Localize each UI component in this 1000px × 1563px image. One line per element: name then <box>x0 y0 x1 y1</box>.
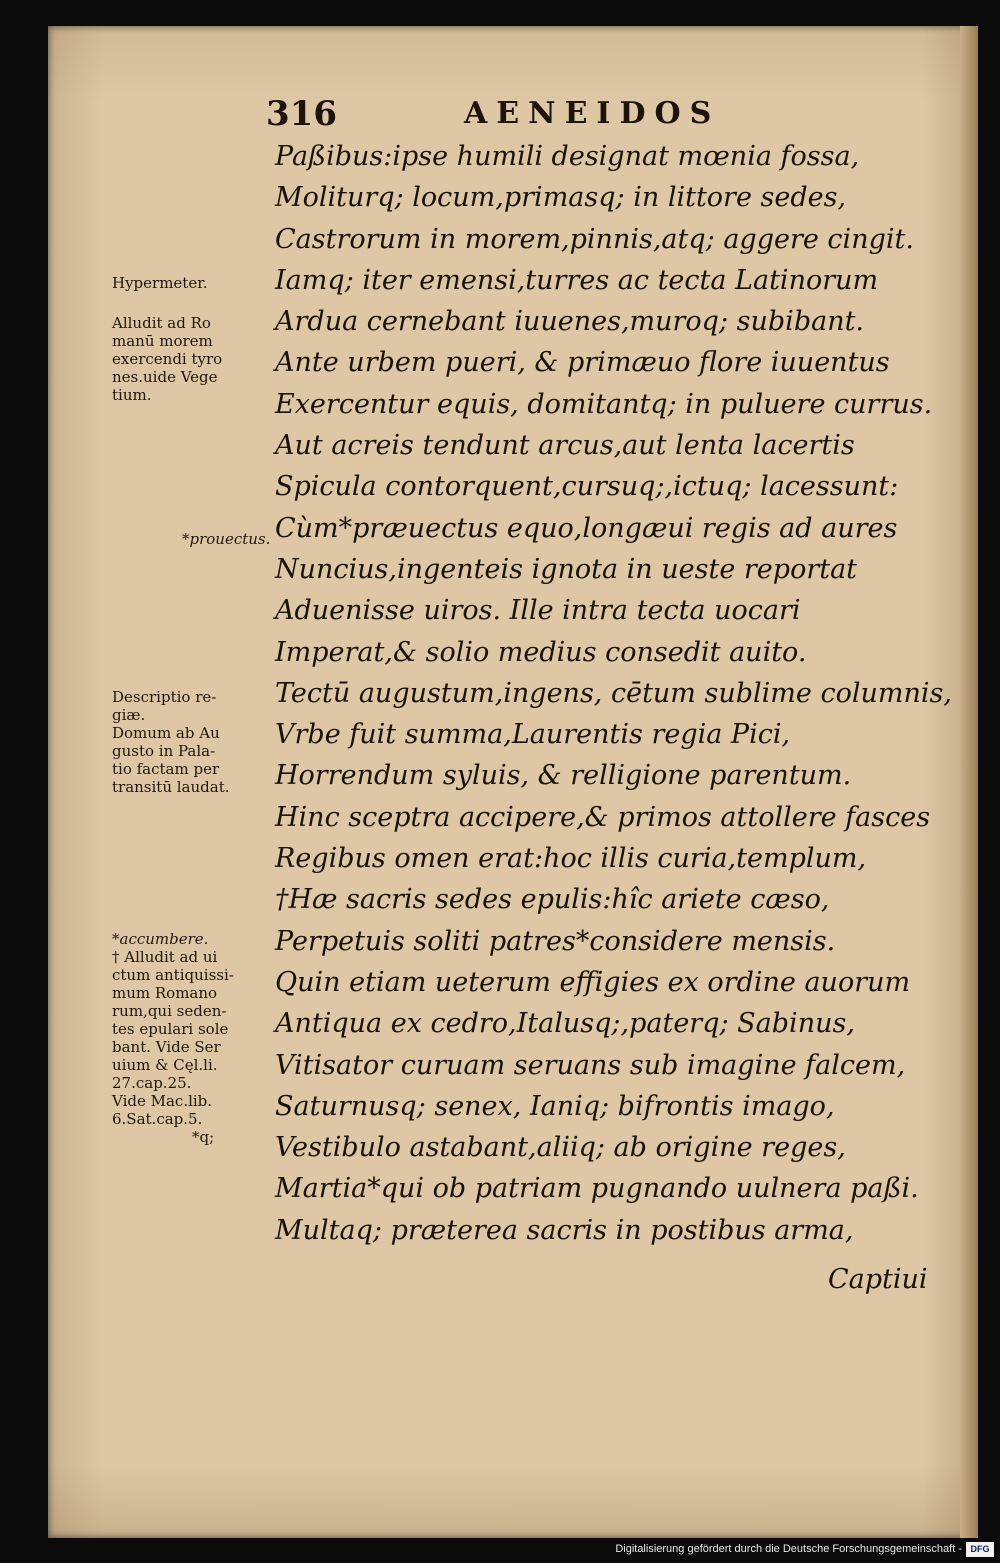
verse-line: Cùm*præuectus equo,longæui regis ad aures <box>275 512 898 544</box>
margin-note-line: tium. <box>112 386 152 404</box>
margin-note-line: gusto in Pala- <box>112 742 216 760</box>
footer-bar <box>0 1538 1000 1563</box>
verse-line: Vrbe fuit summa,Laurentis regia Pici, <box>275 719 791 751</box>
margin-note-line: Alludit ad Ro <box>112 314 211 332</box>
verse-line: Hinc sceptra accipere,& primos attollere fasces <box>275 801 931 833</box>
verse-line: Paßibus:ipse humili designat mœnia fossa, <box>275 141 860 172</box>
margin-note-line: exercendi tyro <box>112 350 223 368</box>
margin-note-alludit-romanum <box>112 314 272 404</box>
page-edge <box>960 26 978 1538</box>
page-number: 316 <box>266 94 337 134</box>
margin-note-line: mum Romano <box>112 984 218 1002</box>
margin-note-line: 27.cap.25. <box>112 1074 192 1092</box>
verse-line: Vitisator curuam seruans sub imagine falcem, <box>275 1049 906 1081</box>
margin-note-line: giæ. <box>112 706 146 724</box>
margin-note-line: 6.Sat.cap.5. <box>112 1110 203 1128</box>
running-title: AENEIDOS <box>464 96 721 131</box>
margin-note-line: Vide Mac.lib. <box>112 1092 213 1110</box>
verse-line: Exercentur equis, domitantq; in puluere currus. <box>275 388 933 420</box>
verse-line: Spicula contorquent,cursuq;,ictuq; lacessunt: <box>275 471 899 503</box>
verse-line: Nuncius,ingenteis ignota in ueste reportat <box>275 553 858 585</box>
margin-note-line: manū morem <box>112 332 213 350</box>
margin-note-line: tes epulari sole <box>112 1020 229 1038</box>
margin-note-line: Domum ab Au <box>112 724 220 742</box>
margin-note-line: rum,qui seden- <box>112 1002 227 1020</box>
margin-note-line: ctum antiquissi- <box>112 966 234 984</box>
verse-line: Aut acreis tendunt arcus,aut lenta lacertis <box>275 430 855 462</box>
verse-line: Tectū augustum,ingens, cētum sublime columnis, <box>275 677 952 709</box>
margin-note-line: nes.uide Vege <box>112 368 218 386</box>
funding-credit: Digitalisierung gefördert durch die Deutsche Forschungsgemeinschaft - <box>615 1543 962 1555</box>
margin-note-prouectus <box>182 530 342 548</box>
catchword: Captiui <box>828 1264 928 1295</box>
margin-note-line: tio factam per <box>112 760 220 778</box>
verse-line: Aduenisse uiros. Ille intra tecta uocari <box>275 595 801 627</box>
verse-line: Perpetuis soliti patres*considere mensis. <box>275 925 836 957</box>
dfg-logo-icon: DFG <box>966 1542 994 1557</box>
margin-note-line: Descriptio re- <box>112 688 217 706</box>
verse-line: Imperat,& solio medius consedit auito. <box>275 636 807 668</box>
margin-note-line: uium & Cęl.li. <box>112 1056 218 1074</box>
margin-note-hypermeter <box>112 274 272 292</box>
verse-line: Castrorum in morem,pinnis,atq; aggere cingit. <box>275 223 914 255</box>
margin-note-descriptio <box>112 688 272 796</box>
verse-line: Moliturq; locum,primasq; in littore sedes, <box>275 182 847 214</box>
verse-text <box>275 136 952 1251</box>
verse-line: Horrendum syluis, & relligione parentum. <box>275 760 852 792</box>
verse-line: Vestibulo astabant,aliiq; ab origine reges, <box>275 1132 846 1164</box>
verse-line: Quin etiam ueterum effigies ex ordine auorum <box>275 966 911 998</box>
margin-note-line: bant. Vide Ser <box>112 1038 221 1056</box>
margin-note-line: † Alludit ad ui <box>112 948 218 966</box>
margin-note-accumbere <box>112 930 272 1146</box>
verse-line: Saturnusq; senex, Ianiq; bifrontis imago, <box>275 1090 835 1122</box>
margin-note-line: *accumbere. <box>112 930 209 948</box>
verse-line: Antiqua ex cedro,Italusq;,paterq; Sabinus, <box>275 1008 855 1040</box>
verse-line: Martia*qui ob patriam pugnando uulnera paßi. <box>275 1173 919 1205</box>
verse-line: Multaq; præterea sacris in postibus arma, <box>275 1214 854 1246</box>
verse-line: Ante urbem pueri, & primæuo flore iuuentus <box>275 347 890 379</box>
margin-note-line: *q; <box>192 1128 215 1146</box>
margin-note-line: transitū laudat. <box>112 778 230 796</box>
verse-line: Ardua cernebant iuuenes,muroq; subibant. <box>275 306 865 338</box>
verse-line: Iamq; iter emensi,turres ac tecta Latinorum <box>275 264 879 296</box>
margin-note-line: *prouectus. <box>182 530 271 548</box>
running-head <box>0 94 1000 134</box>
verse-line: Regibus omen erat:hoc illis curia,templum, <box>275 843 867 875</box>
margin-note-line: Hypermeter. <box>112 274 208 292</box>
verse-line: †Hæ sacris sedes epulis:hîc ariete cæso, <box>275 884 830 916</box>
